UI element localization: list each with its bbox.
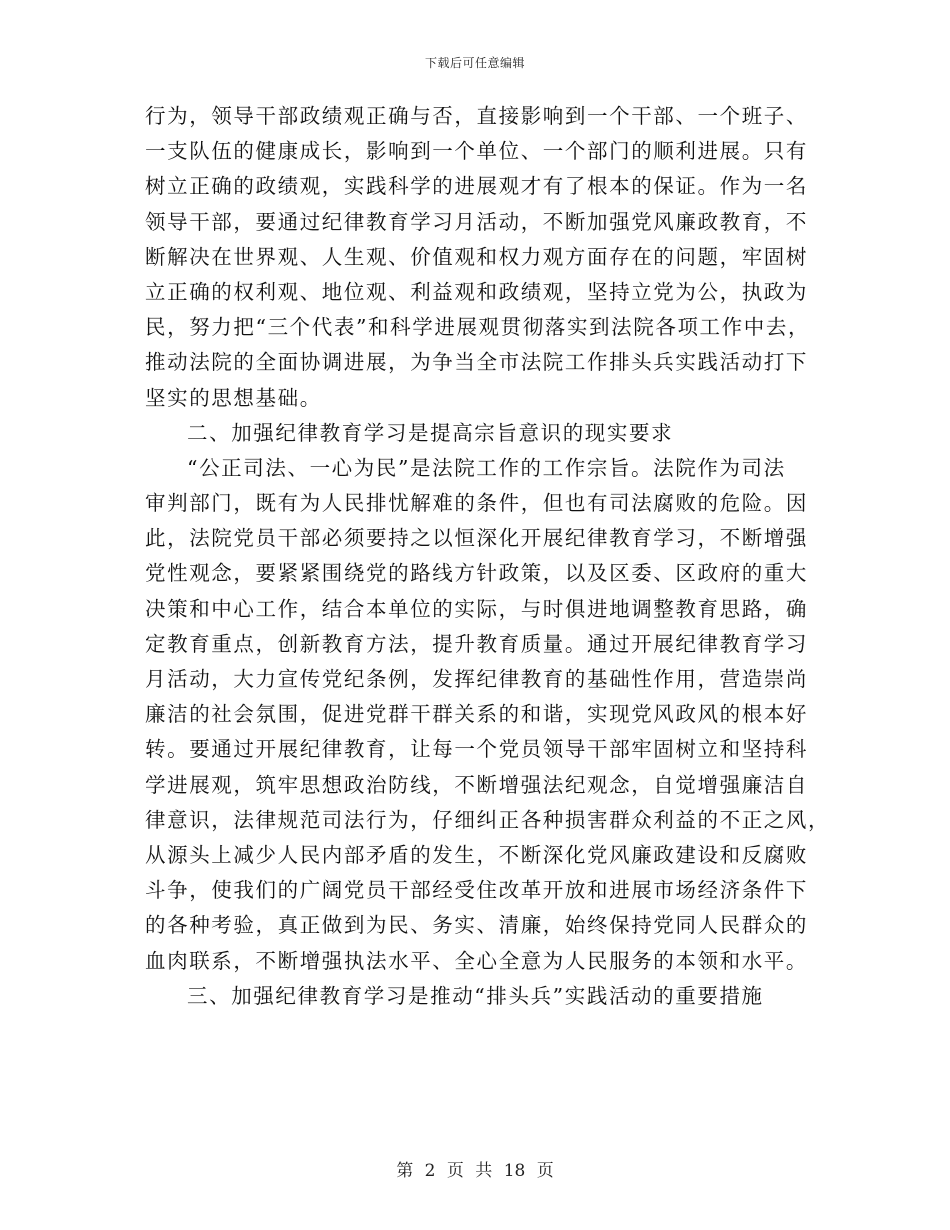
body-line-5: 断解决在世界观、人生观、价值观和权力观方面存在的问题，牢固树 [145, 244, 808, 269]
body-line-2: 一支队伍的健康成长，影响到一个单位、一个部门的顺利进展。只有 [145, 139, 808, 164]
section-heading-3: 三、加强纪律教育学习是推动“排头兵”实践活动的重要措施 [187, 983, 764, 1008]
body-line-9: 坚实的思想基础。 [145, 385, 322, 410]
body-line-1: 行为，领导干部政绩观正确与否，直接影响到一个干部、一个班子、 [145, 104, 808, 128]
body-line-16: 定教育重点，创新教育方法，提升教育质量。通过开展纪律教育学习 [145, 631, 808, 656]
body-line-19: 转。要通过开展纪律教育，让每一个党员领导干部牢固树立和坚持科 [145, 737, 808, 762]
body-line-18: 廉洁的社会氛围，促进党群干群关系的和谐，实现党风政风的根本好 [145, 702, 808, 727]
body-line-13: 此，法院党员干部必须要持之以恒深化开展纪律教育学习，不断增强 [145, 526, 808, 551]
body-line-14: 党性观念，要紧紧围绕党的路线方针政策，以及区委、区政府的重大 [145, 561, 808, 586]
body-line-6: 立正确的权利观、地位观、利益观和政绩观，坚持立党为公，执政为 [145, 279, 808, 304]
body-line-15: 决策和中心工作，结合本单位的实际，与时俱进地调整教育思路，确 [145, 596, 808, 621]
body-line-23: 斗争，使我们的广阔党员干部经受住改革开放和进展市场经济条件下 [145, 878, 808, 903]
body-line-21: 律意识，法律规范司法行为，仔细纠正各种损害群众利益的不正之风， [145, 807, 831, 832]
body-line-22: 从源头上减少人民内部矛盾的发生，不断深化党风廉政建设和反腐败 [145, 842, 808, 867]
body-line-20: 学进展观，筑牢思想政治防线，不断增强法纪观念，自觉增强廉洁自 [145, 772, 808, 797]
body-line-8: 推动法院的全面协调进展，为争当全市法院工作排头兵实践活动打下 [145, 350, 808, 375]
body-line-11: “公正司法、一心为民”是法院工作的工作宗旨。法院作为司法 [187, 455, 786, 480]
body-line-12: 审判部门，既有为人民排忧解难的条件，但也有司法腐败的危险。因 [145, 491, 808, 516]
body-line-7: 民，努力把“三个代表”和科学进展观贯彻落实到法院各项工作中去， [145, 315, 811, 340]
body-line-4: 领导干部，要通过纪律教育学习月活动，不断加强党风廉政教育，不 [145, 209, 808, 234]
body-line-3: 树立正确的政绩观，实践科学的进展观才有了根本的保证。作为一名 [145, 174, 808, 199]
page-number-footer: 第 2 页 共 18 页 [396, 1161, 554, 1181]
section-heading-2: 二、加强纪律教育学习是提高宗旨意识的现实要求 [187, 420, 674, 445]
body-line-17: 月活动，大力宣传党纪条例，发挥纪律教育的基础性作用，营造崇尚 [145, 667, 808, 691]
body-line-25: 血肉联系，不断增强执法水平、全心全意为人民服务的本领和水平。 [145, 948, 808, 973]
document-body [145, 99, 831, 1014]
body-line-24: 的各种考验，真正做到为民、务实、清廉，始终保持党同人民群众的 [145, 913, 808, 938]
page-header: 下载后可任意编辑 [424, 56, 525, 70]
